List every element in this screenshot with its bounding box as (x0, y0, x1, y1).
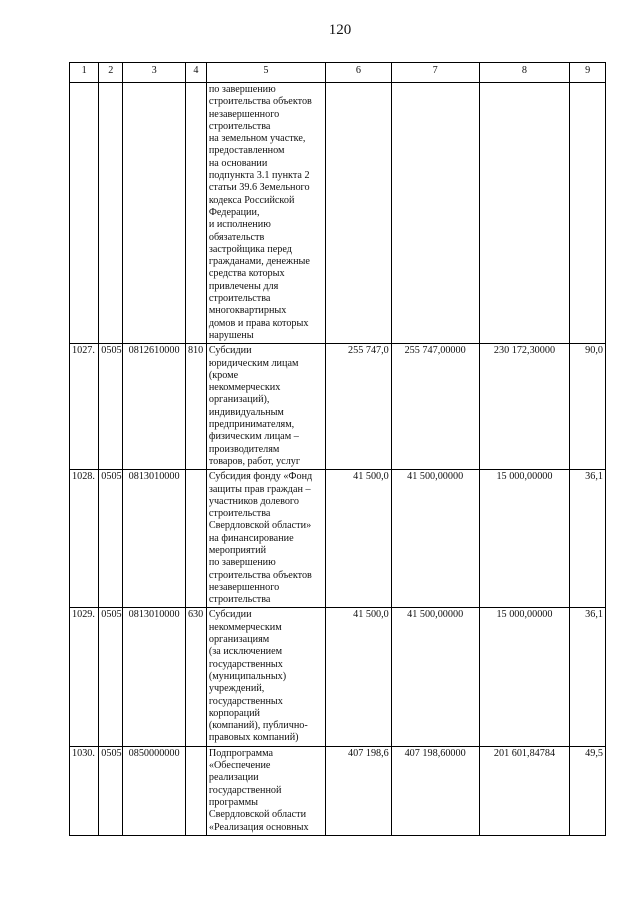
table-row-continuation (70, 83, 606, 344)
cell-percent: 49,5 (570, 746, 606, 835)
table-header-row (70, 63, 606, 83)
cell-refined: 407 198,60000 (391, 746, 479, 835)
column-header: 2 (99, 63, 123, 83)
table-row (70, 344, 606, 470)
cell-empty (479, 83, 570, 344)
page-number: 120 (328, 22, 352, 38)
cell-executed: 15 000,00000 (479, 470, 570, 608)
cell-number: 1027. (70, 344, 99, 470)
cell-type-code: 630 (185, 608, 206, 746)
cell-section: 0505 (99, 746, 123, 835)
cell-description: по завершению строительства объектов незавершенного строительства на земельном участке, предоставленном на основании подпункта 3.1 пункта 2 статьи 39.6 Земельного кодекса Российской Федерации, и исполнению обязательств застройщика перед гражданами, денежные средства которых привлечены для строительства многоквартирных домов и права которых нарушены (206, 83, 325, 344)
cell-section: 0505 (99, 344, 123, 470)
cell-number: 1030. (70, 746, 99, 835)
cell-type-code (185, 746, 206, 835)
cell-empty (123, 83, 186, 344)
cell-target-code: 0813010000 (123, 608, 186, 746)
column-header: 5 (206, 63, 325, 83)
cell-percent: 36,1 (570, 608, 606, 746)
table-row (70, 608, 606, 746)
cell-description: Субсидии юридическим лицам (кроме некоммерческих организаций), индивидуальным предпринимателям, физическим лицам – производителям товаров, работ, услуг (206, 344, 325, 470)
cell-executed: 15 000,00000 (479, 608, 570, 746)
column-header: 3 (123, 63, 186, 83)
column-header: 4 (185, 63, 206, 83)
cell-description: Субсидии некоммерческим организациям (за исключением государственных (муниципальных) учреждений, государственных корпораций (компаний), публично- правовых компаний) (206, 608, 325, 746)
cell-empty (70, 83, 99, 344)
cell-plan: 255 747,0 (325, 344, 391, 470)
column-header: 8 (479, 63, 570, 83)
cell-section: 0505 (99, 470, 123, 608)
cell-percent: 36,1 (570, 470, 606, 608)
cell-target-code: 0813010000 (123, 470, 186, 608)
column-header: 9 (570, 63, 606, 83)
cell-number: 1029. (70, 608, 99, 746)
cell-executed: 201 601,84784 (479, 746, 570, 835)
cell-type-code (185, 470, 206, 608)
budget-table (69, 62, 606, 836)
cell-refined: 41 500,00000 (391, 470, 479, 608)
table-row (70, 746, 606, 835)
cell-plan: 41 500,0 (325, 608, 391, 746)
cell-empty (325, 83, 391, 344)
cell-percent: 90,0 (570, 344, 606, 470)
cell-section: 0505 (99, 608, 123, 746)
column-header: 7 (391, 63, 479, 83)
cell-empty (570, 83, 606, 344)
cell-executed: 230 172,30000 (479, 344, 570, 470)
cell-plan: 407 198,6 (325, 746, 391, 835)
column-header: 1 (70, 63, 99, 83)
cell-target-code: 0850000000 (123, 746, 186, 835)
cell-type-code: 810 (185, 344, 206, 470)
column-header: 6 (325, 63, 391, 83)
cell-target-code: 0812610000 (123, 344, 186, 470)
cell-number: 1028. (70, 470, 99, 608)
cell-empty (185, 83, 206, 344)
cell-empty (391, 83, 479, 344)
cell-refined: 255 747,00000 (391, 344, 479, 470)
table-row (70, 470, 606, 608)
cell-refined: 41 500,00000 (391, 608, 479, 746)
cell-description: Субсидия фонду «Фонд защиты прав граждан – участников долевого строительства Свердловской области» на финансирование мероприятий по завершению строительства объектов незавершенного строительства (206, 470, 325, 608)
cell-plan: 41 500,0 (325, 470, 391, 608)
cell-description: Подпрограмма «Обеспечение реализации государственной программы Свердловской области «Реализация основных (206, 746, 325, 835)
cell-empty (99, 83, 123, 344)
